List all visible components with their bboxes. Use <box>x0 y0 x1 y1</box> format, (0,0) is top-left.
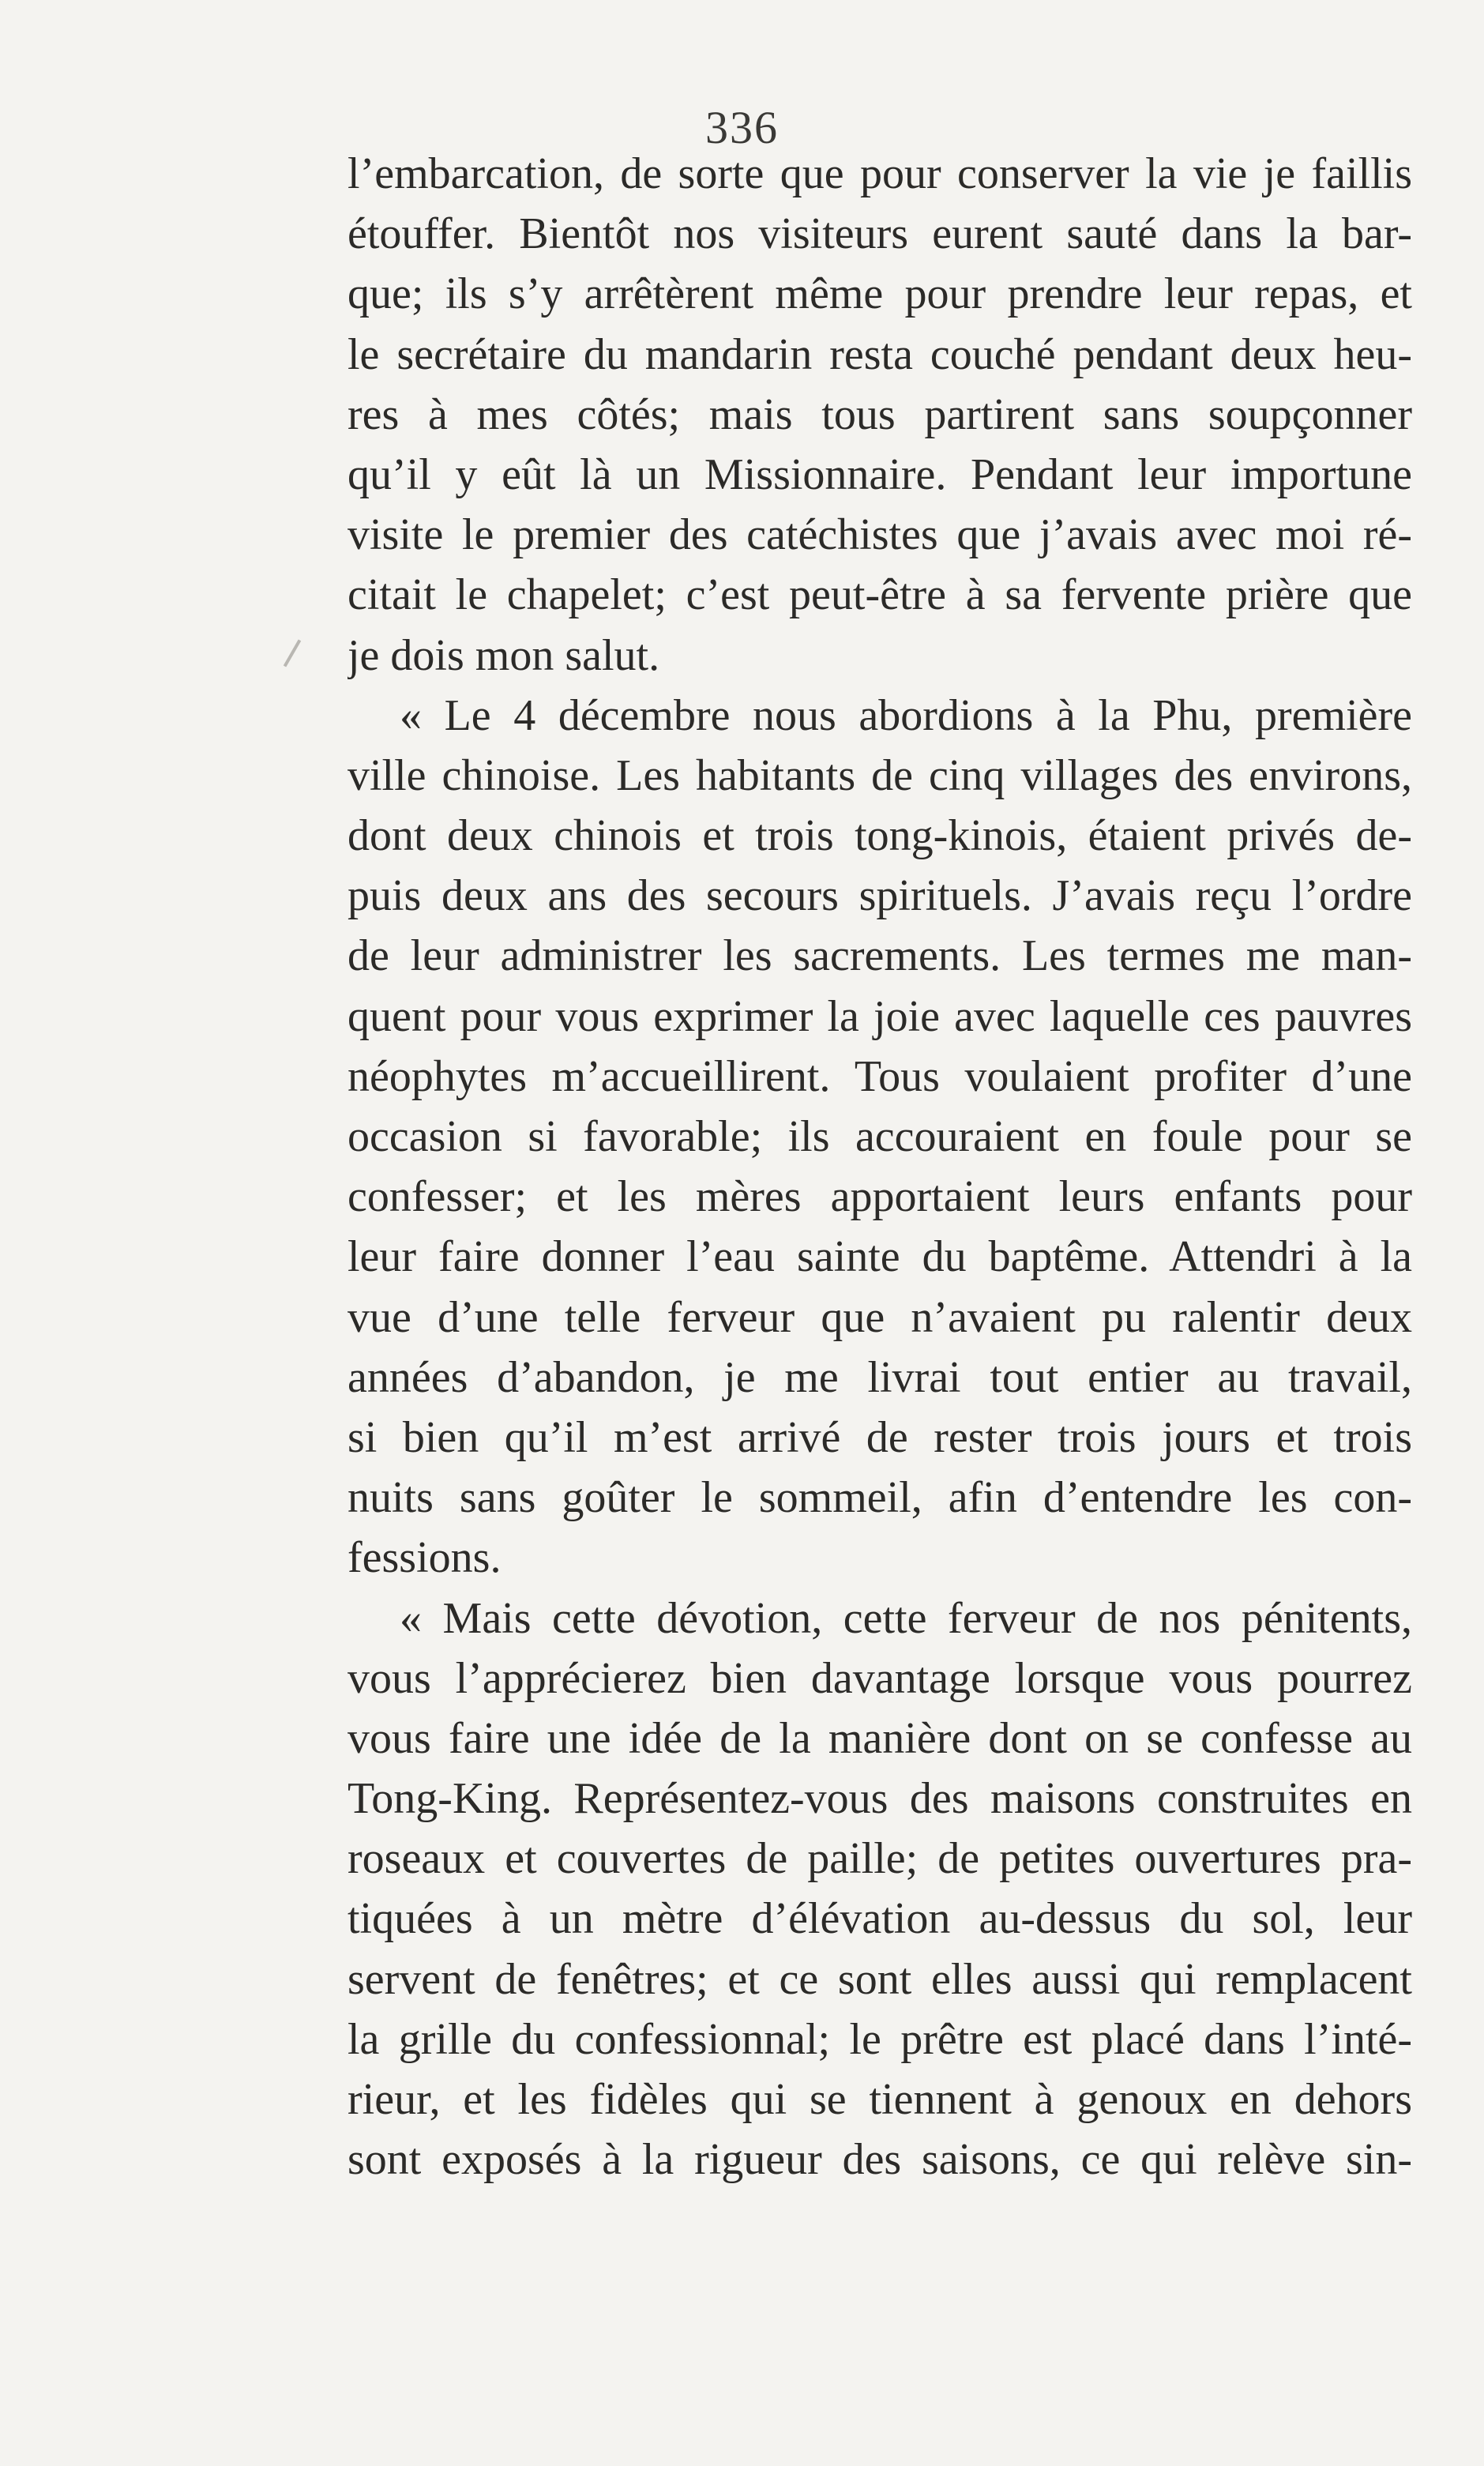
text-line: nuits sans goûter le sommeil, afin d’entendre les con- <box>348 1473 1412 1523</box>
text-line: années d’abandon, je me livrai tout entier au travail, <box>348 1352 1412 1402</box>
text-line: roseaux et couvertes de paille; de petites ouvertures pra- <box>348 1834 1412 1884</box>
text-line: leur faire donner l’eau sainte du baptême. Attendri à la <box>348 1232 1412 1282</box>
text-line: occasion si favorable; ils accouraient en foule pour se <box>348 1112 1412 1161</box>
text-line: tiquées à un mètre d’élévation au-dessus du sol, leur <box>348 1894 1412 1944</box>
text-line: Tong-King. Représentez-vous des maisons construites en <box>348 1774 1412 1824</box>
text-line: le secrétaire du mandarin resta couché pendant deux heu- <box>348 329 1412 379</box>
text-line: je dois mon salut. <box>348 630 660 680</box>
text-line: « Mais cette dévotion, cette ferveur de nos pénitents, <box>400 1593 1412 1643</box>
text-line: qu’il y eût là un Missionnaire. Pendant leur importune <box>348 449 1412 499</box>
text-line: confesser; et les mères apportaient leurs enfants pour <box>348 1172 1412 1222</box>
text-line: visite le premier des catéchistes que j’avais avec moi ré- <box>348 510 1412 560</box>
margin-mark <box>284 640 301 667</box>
text-line: vous l’apprécierez bien davantage lorsque vous pourrez <box>348 1653 1412 1703</box>
text-line: fessions. <box>348 1533 502 1583</box>
text-line: citait le chapelet; c’est peut-être à sa fervente prière que <box>348 570 1412 620</box>
text-line: vous faire une idée de la manière dont on se confesse au <box>348 1713 1412 1763</box>
text-line: néophytes m’accueillirent. Tous voulaient profiter d’une <box>348 1051 1412 1101</box>
text-line: que; ils s’y arrêtèrent même pour prendre leur repas, et <box>348 269 1412 319</box>
text-line: l’embarcation, de sorte que pour conserver la vie je faillis <box>348 149 1412 198</box>
text-line: sont exposés à la rigueur des saisons, ce qui relève sin- <box>348 2135 1412 2185</box>
text-line: rieur, et les fidèles qui se tiennent à genoux en dehors <box>348 2075 1412 2124</box>
text-line: « Le 4 décembre nous abordions à la Phu, première <box>400 690 1412 740</box>
text-line: puis deux ans des secours spirituels. J’avais reçu l’ordre <box>348 871 1412 921</box>
text-line: étouffer. Bientôt nos visiteurs eurent sauté dans la bar- <box>348 209 1412 259</box>
text-line: si bien qu’il m’est arrivé de rester trois jours et trois <box>348 1412 1412 1462</box>
text-line: quent pour vous exprimer la joie avec laquelle ces pauvres <box>348 991 1412 1041</box>
page-number: 336 <box>705 102 779 153</box>
text-line: servent de fenêtres; et ce sont elles aussi qui remplacent <box>348 1954 1412 2004</box>
text-line: vue d’une telle ferveur que n’avaient pu ralentir deux <box>348 1292 1412 1342</box>
text-line: ville chinoise. Les habitants de cinq villages des environs, <box>348 750 1412 800</box>
text-line: res à mes côtés; mais tous partirent sans soupçonner <box>348 389 1412 439</box>
text-line: dont deux chinois et trois tong-kinois, étaient privés de- <box>348 811 1412 861</box>
body-text <box>348 144 1412 2190</box>
text-line: de leur administrer les sacrements. Les termes me man- <box>348 931 1412 981</box>
text-line: la grille du confessionnal; le prêtre est placé dans l’inté- <box>348 2014 1412 2064</box>
